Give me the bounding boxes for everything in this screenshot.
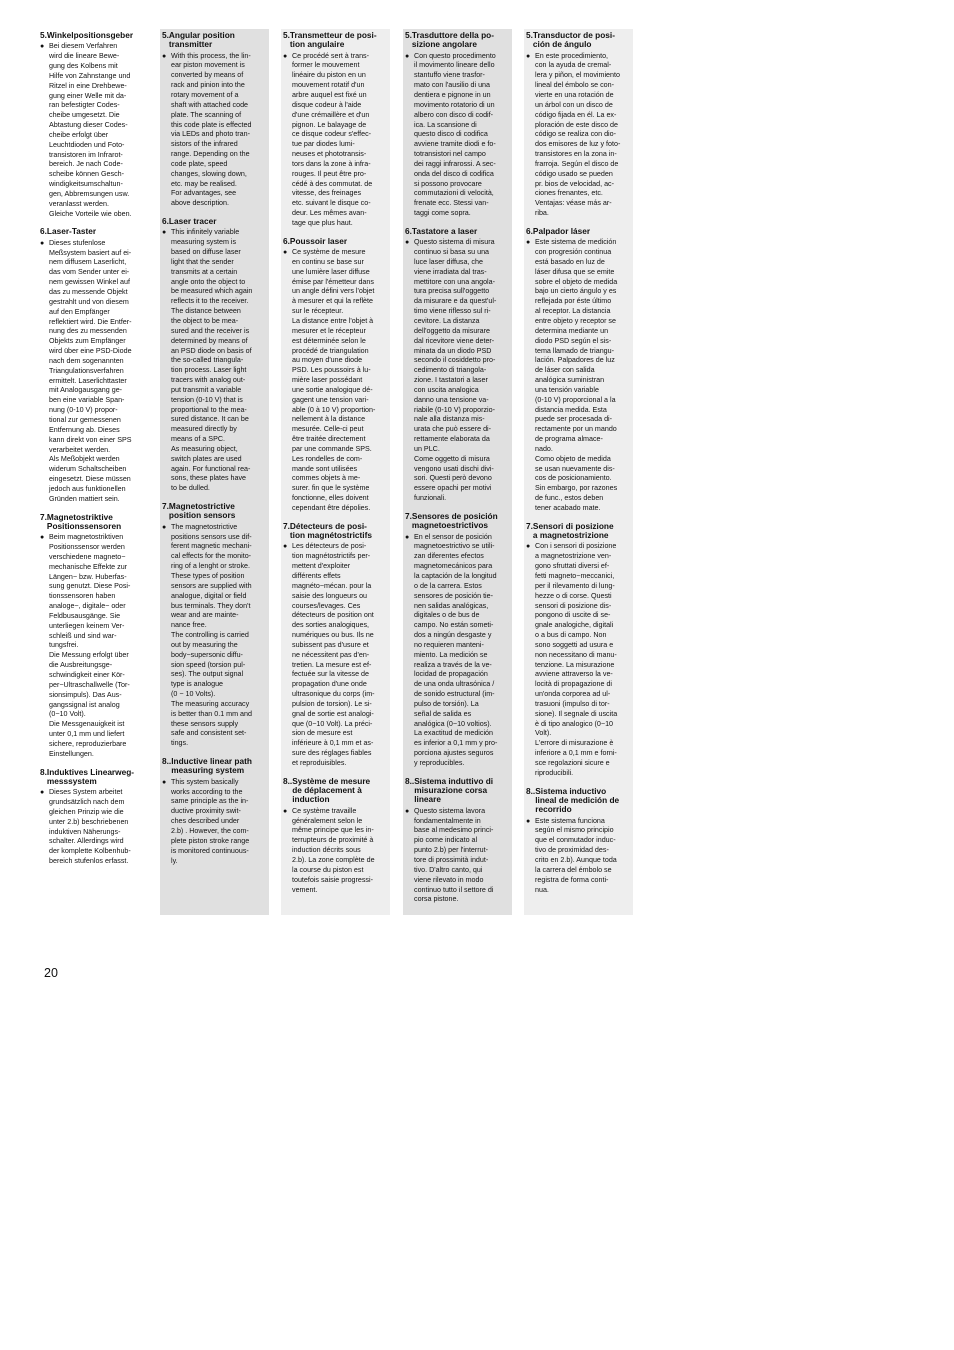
section-text: The magnetostrictive positions sensors use dif- ferent magnetic mechani- cal effects for the monito- ring of a lenght or stroke. These types of position sensors are supplied with analogue, digital or field bus terminals. They don't wear and are mainte- nance free. The controlling is carried out by measuring the body−supersonic diffu- sion speed (torsion pul- ses). The output signal type is analogue (0 − 10 Volts). The measuring accuracy is better than 0.1 mm and these sensors supply safe and consistent set- tings.	[171, 522, 252, 748]
bullet-icon: ●	[405, 239, 410, 247]
section	[526, 787, 631, 896]
section-text: Beim magnetostriktiven Positionssensor werden verschiedene magneto− mechanische Effekte zur Längen− bzw. Huberfas- sung genutzt. Diese Posi- tionssensoren haben analoge−, digitale− oder Feldbusausgänge. Sie unterliegen keinem Ver- schleiß und sind war- tungsfrei. Die Messung erfolgt über die Ausbreitungsge- schwindigkeit einer Kör- per−Ultraschallwelle (Tor- sionsimpuls). Das Aus- gangssignal ist analog (0−10 Volt). Die Messgenauigkeit ist unter 0,1 mm und liefert sichere, reproduzierbare Einstellungen.	[49, 533, 131, 758]
section	[162, 217, 267, 494]
section-title: Angular position transmitter	[168, 30, 235, 50]
section-title: Transductor de posi- ción de ángulo	[532, 30, 615, 50]
column-english	[160, 29, 269, 915]
list-item	[40, 239, 145, 505]
list-item	[162, 523, 267, 749]
list-item	[526, 542, 631, 778]
section-title: Tastatore a laser	[411, 225, 478, 236]
section-heading	[526, 787, 631, 815]
section-number: 8..	[526, 785, 536, 796]
bullet-icon: ●	[40, 534, 45, 542]
section-heading	[405, 512, 510, 531]
bullet-icon: ●	[40, 789, 45, 797]
list-item	[405, 807, 510, 905]
section-text: This system basically works according to the same principle as the in- ductive proximity swit- ches described under 2.b) . However, the com- plete piston stroke range is monitored continuous- ly.	[171, 777, 250, 865]
section	[283, 237, 388, 514]
section	[162, 757, 267, 866]
section	[162, 502, 267, 749]
list-item	[162, 52, 267, 210]
section-heading	[40, 31, 145, 40]
section-title: Sensores de posición magnetoestrictivos	[411, 511, 498, 531]
section	[526, 31, 631, 219]
list-item	[283, 542, 388, 768]
section-number: 8.	[40, 766, 47, 777]
list-item	[162, 228, 267, 494]
section-number: 8..	[162, 756, 172, 767]
section	[40, 513, 145, 760]
section-text: This infinitely variable measuring system is based on diffuse laser light that the sender transmits at a certain angle onto the object to be measured which again reflects it to the receiver. The distance between the object to be mea- sured and the receiver is determined by means of an PSD diode on basis of the so-called triangula- tion process. Laser light tracers with analog out- put transmit a variable tension (0-10 V) that is proportional to the mea- sured distance. It can be measured directly by means of a SPC. As measuring object, switch plates are used again. For functional rea- sons, these plates have to be dulled.	[171, 228, 253, 493]
section-heading	[162, 757, 267, 776]
section-number: 8..	[283, 775, 293, 786]
section-text: Este sistema funciona según el mismo principio que el conmutador induc- tivo de proximidad des- crito en 2.b). Aunque toda la carrera del émbolo se registra de forma conti- nua.	[535, 816, 617, 894]
column-italian	[403, 29, 512, 915]
section-text: Questo sistema lavora fondamentalmente in base al medesimo princi- pio come indicato al punto 2.b) per l'interrut- tore di prossimità indut- tivo. D'altro canto, qui viene rilevato in modo continuo tutto il settore di corsa pistone.	[414, 806, 494, 904]
bullet-icon: ●	[162, 778, 167, 786]
bullet-icon: ●	[405, 52, 410, 60]
section	[526, 227, 631, 514]
section-number: 5.	[405, 30, 412, 40]
section-text: Questo sistema di misura continuo si basa su una luce laser diffusa, che viene irradiata dal tras- mettitore con una angola- tura precisa sull'oggetto da misurare e da quest'ul- timo viene riflesso sul ri- cevitore. La distanza dell'oggetto da misurare dal ricevitore viene deter- minata da un diodo PSD secondo il cosiddetto pro- cedimento di triangola- zione. I tastatori a laser con uscita analogica danno una tensione va- riabile (0-10 V) proporzio- nale alla distanza mis- urata che può essere di- rettamente elaborata da un PLC. Come oggetto di misura vengono usati dischi divi- sori. Questi però devono essere opachi per motivi funzionali.	[414, 238, 497, 503]
section-heading	[526, 31, 631, 50]
section-heading	[405, 227, 510, 236]
section-text: Con i sensori di posizione a magnetostrizione ven- gono sfruttati diversi ef- fetti magneto−meccanici, per il rilevamento di lung- hezze o di corse. Questi sensori di posizione dis- pongono di uscite di se- gnale analogiche, digitali o a bus di campo. Non sono soggetti ad usura e non necessitano di manu- tenzione. La misurazione avviene attraverso la ve- locità di propagazione di un'onda corporea ad ul- trasuoni (impulso di tor- sione). Il segnale di uscita è di tipo analogico (0−10 Volt). L'errore di misurazione è inferiore a 0,1 mm e forni- sce regolazioni sicure e riproducibili.	[535, 542, 618, 777]
section-title: Laser-Taster	[46, 226, 97, 237]
list-item	[40, 788, 145, 867]
section-title: Magnetostriktive Positionssensoren	[46, 511, 122, 531]
section-title: Inductive linear path measuring system	[171, 756, 252, 776]
bullet-icon: ●	[405, 533, 410, 541]
section-number: 7.	[162, 501, 169, 512]
bullet-icon: ●	[405, 807, 410, 815]
list-item	[526, 238, 631, 514]
list-item	[40, 533, 145, 759]
section-number: 7.	[405, 511, 412, 522]
section-title: Transmetteur de posi- tion angulaire	[289, 30, 377, 50]
bullet-icon: ●	[526, 817, 531, 825]
section	[40, 227, 145, 504]
section	[283, 522, 388, 769]
section	[162, 31, 267, 209]
bullet-icon: ●	[526, 239, 531, 247]
bullet-icon: ●	[40, 239, 45, 247]
section-number: 5.	[283, 30, 290, 40]
section-title: Détecteurs de posi- tion magnétostrictifs	[289, 520, 372, 541]
page-number: 20	[44, 966, 58, 980]
section-number: 6.	[283, 235, 290, 246]
section-heading	[283, 31, 388, 50]
column-german	[38, 29, 147, 915]
section-title: Trasduttore della po- sizione angolare	[411, 30, 494, 50]
list-item	[283, 248, 388, 514]
section-text: Dieses System arbeitet grundsätzlich nach dem gleichen Prinzip wie die unter 2.b) beschriebenen induktiven Näherungs- schalter. Allerdings wird der komplette Kolbenhub- bereich stufenlos erfasst.	[49, 788, 131, 866]
section-text: Bei diesem Verfahren wird die lineare Bewe- gung des Kolbens mit Hilfe von Zahnstange und Ritzel in eine Drehbewe- gung einer Welle mit da- ran befestigter Codes- cheibe umgesetzt. Die Abtastung dieser Codes- cheibe erfolgt über Leuchtdioden und Foto- transistoren im Infrarot- bereich. Je nach Code- scheibe können Gesch- windigkeitsumschaltun- gen, Abbremsungen usw. veranlasst werden. Gleiche Vorteile wie oben.	[49, 42, 132, 218]
section-number: 7.	[283, 520, 290, 531]
section-number: 8..	[405, 775, 415, 786]
section-title: Magnetostrictive position sensors	[168, 501, 236, 521]
section-title: Induktives Linearweg- messsystem	[46, 766, 135, 786]
section-title: Palpador láser	[532, 225, 591, 236]
section-text: Ce procédé sert à trans- former le mouvement linéaire du piston en un mouvement rotatif d'un arbre auquel est fixé un disque codeur à l'aide d'une crémaillère et d'un pignon. Le balayage de ce disque codeur s'effec- tue par diodes lumi- neuses et phototransis- tors dans la zone à infra- rouges. Il peut être pro- cédé à des commutat. de vitesse, des freinages etc. suivant le disque co- deur. Les mêmes avan- tage que plus haut.	[292, 51, 373, 227]
section-heading	[283, 237, 388, 246]
bullet-icon: ●	[283, 52, 288, 60]
section-heading	[162, 217, 267, 226]
section-heading	[526, 522, 631, 541]
section-text: Con questo procedimento il movimento lineare dello stantuffo viene trasfor- mato con l'ausilio di una dentiera e pignone in un movimento rotatorio di un albero con disco di codif- ica. La scansione di questo disco di codifica avviene tramite diodi e fo- totransistori nel campo dei raggi infrarossi. A sec- onda del disco di codifica si possono provocare commutazioni di velocità, frenate ecc. Stessi van- taggi come sopra.	[414, 51, 496, 218]
section	[283, 777, 388, 895]
section-title: Sistema induttivo di misurazione corsa lineare	[414, 775, 494, 805]
section-text: En el sensor de posición magnetoestrictivo se utili- zan diferentes efectos magnetomecánicos para la captación de la longitud o de la carrera. Estos sensores de posición tie- nen salidas analógicas, digitales o de bus de campo. No están someti- dos a ningún desgaste y no requieren manteni- miento. La medición se realiza a través de la ve- locidad de propagación de una onda ultrasónica / de sonido estructural (im- pulso de torsión). La señal de salida es analógica (0−10 voltios). La exactitud de medición es inferior a 0,1 mm y pro- porciona ajustes seguros y reproducibles.	[414, 532, 498, 768]
section-title: Laser tracer	[168, 216, 217, 227]
section-title: Winkelpositionsgeber	[46, 30, 134, 40]
list-item	[405, 238, 510, 504]
section-heading	[162, 502, 267, 521]
bullet-icon: ●	[283, 543, 288, 551]
list-item	[405, 533, 510, 769]
section-text: Este sistema de medición con progresión continua está basado en luz de láser difusa que se emite sobre el objeto de medida bajo un cierto ángulo y es reflejada por éste último al receptor. La distancia entre objeto y receptor se determina mediante un diodo PSD según el sis- tema llamado de triangu- lación. Palpadores de luz de láser con salida analógica suministran una tensión variable (0-10 V) proporcional a la distancia medida. Esta puede ser procesada di- rectamente por un mando de programa almace- nado. Como objeto de medida se usan nuevamente dis- cos de posicionamiento. Sin embargo, por razones de func., estos deben tener acabado mate.	[535, 238, 618, 513]
section	[526, 522, 631, 779]
section-number: 6.	[526, 225, 533, 236]
list-item	[162, 778, 267, 867]
column-spanish	[524, 29, 633, 915]
section-text: En este procedimiento, con la ayuda de cremal- lera y piñon, el movimiento lineal del émbolo se con- vierte en una rotación de un árbol con un disco de código fijada en él. La ex- ploración de este disco de código se realiza con dio- dos emisores de luz y foto- transistores en la zona in- frarroja. Según el disco de código usado se pueden pr. bios de velocidad, ac- ciones frenantes, etc. Ventajas: véase más ar- riba.	[535, 51, 621, 218]
section-number: 6.	[162, 216, 169, 227]
section-number: 5.	[40, 30, 47, 40]
section-number: 5.	[162, 30, 169, 40]
section-title: Système de mesure de déplacement à induction	[292, 775, 371, 805]
section-number: 6.	[405, 225, 412, 236]
bullet-icon: ●	[283, 249, 288, 257]
section-number: 7.	[526, 520, 533, 531]
section-text: Les détecteurs de posi- tion magnétostrictifs per- mettent d'exploiter différents effets magnéto−mécan. pour la saisie des longueurs ou courses/levages. Ces détecteurs de position ont des sorties analogiques, numériques ou bus. Ils ne subissent pas d'usure et ne nécessitent pas d'en- tretien. La mesure est ef- fectuée sur la vitesse de propagation d'une onde ultrasonique du corps (im- pulsion de torsion). Le si- gnal de sortie est analogi- que (0−10 Volt). La préci- sion de mesure est inférieure à 0,1 mm et as- sure des réglages fiables et reproduisibles.	[292, 542, 375, 768]
list-item	[526, 817, 631, 896]
bullet-icon: ●	[162, 523, 167, 531]
bullet-icon: ●	[283, 807, 288, 815]
column-french	[281, 29, 390, 915]
section-text: Dieses stufenlose Meßsystem basiert auf ei- nem diffusem Laserlicht, das vom Sender unter ei- nem gewissen Winkel auf das zu messende Objekt gestrahlt und von diesem auf den Empfänger reflektiert wird. Die Entfer- nung des zu messenden Objekts zum Empfänger wird über eine PSD-Diode nach dem sogenannten Triangulationsverfahren ermittelt. Laserlichttaster mit Analogausgang ge- ben eine variable Span- nung (0-10 V) propor- tional zur gemessenen Entfernung ab. Dieses kann direkt von einer SPS verarbeitet werden. Als Meßobjekt werden widerum Schaltscheiben eingesetzt. Diese müssen jedoch aus funktionellen Gründen mattiert sein.	[49, 238, 132, 503]
list-item	[405, 52, 510, 219]
section	[405, 227, 510, 504]
section-title: Poussoir laser	[289, 235, 348, 246]
list-item	[526, 52, 631, 219]
section-heading	[526, 227, 631, 236]
section-text: Ce système travaille généralement selon le même principe que les in- terrupteurs de proximité à induction décrits sous 2.b). La zone complète de la course du piston est toutefois saisie progressi- vement.	[292, 806, 375, 894]
bullet-icon: ●	[162, 52, 167, 60]
section	[405, 777, 510, 905]
section	[405, 31, 510, 219]
section-number: 5.	[526, 30, 533, 40]
section-text: Ce système de mesure en continu se base sur une lumière laser diffuse émise par l'émetteur dans un angle défini vers l'objet à mesurer et qui la reflète sur le récepteur. La distance entre l'objet à mesurer et le récepteur est déterminée selon le procédé de triangulation au moyen d'une diode PSD. Les poussoirs à lu- mière laser possédant une sortie analogique dé- gagent une tension vari- able (0 à 10 V) proportion- nellement à la distance mesurée. Celle-ci peut être traitée directement par une commande SPS. Les rondelles de com- mande sont utilisées commes objets à me- surer. fin que le système fonctionne, elles doivent cependant être dépolies.	[292, 248, 376, 513]
section-heading	[40, 768, 145, 787]
section-number: 7.	[40, 511, 47, 522]
bullet-icon: ●	[162, 229, 167, 237]
section-heading	[283, 522, 388, 541]
section-heading	[283, 777, 388, 805]
section-number: 6.	[40, 226, 47, 237]
list-item	[283, 52, 388, 229]
list-item	[283, 807, 388, 896]
section-heading	[40, 513, 145, 532]
bullet-icon: ●	[526, 52, 531, 60]
section-heading	[40, 227, 145, 236]
section-text: With this process, the lin- ear piston movement is converted by means of rack and pinion into the rotary movement of a shaft with attached code plate. The scanning of this code plate is effected via LEDs and photo tran- sistors of the infrared range. Depending on the code plate, speed changes, slowing down, etc. may be realised. For advantages, see above description.	[171, 51, 252, 208]
section	[40, 31, 145, 219]
section-heading	[405, 777, 510, 805]
bullet-icon: ●	[40, 43, 45, 51]
list-item	[40, 42, 145, 219]
section-heading	[162, 31, 267, 50]
section	[40, 768, 145, 867]
section	[405, 512, 510, 769]
section	[283, 31, 388, 229]
section-title: Sensori di posizione a magnetostrizione	[532, 520, 614, 541]
section-heading	[405, 31, 510, 50]
bullet-icon: ●	[526, 543, 531, 551]
section-title: Sistema inductivo lineal de medición de recorrido	[535, 785, 620, 815]
